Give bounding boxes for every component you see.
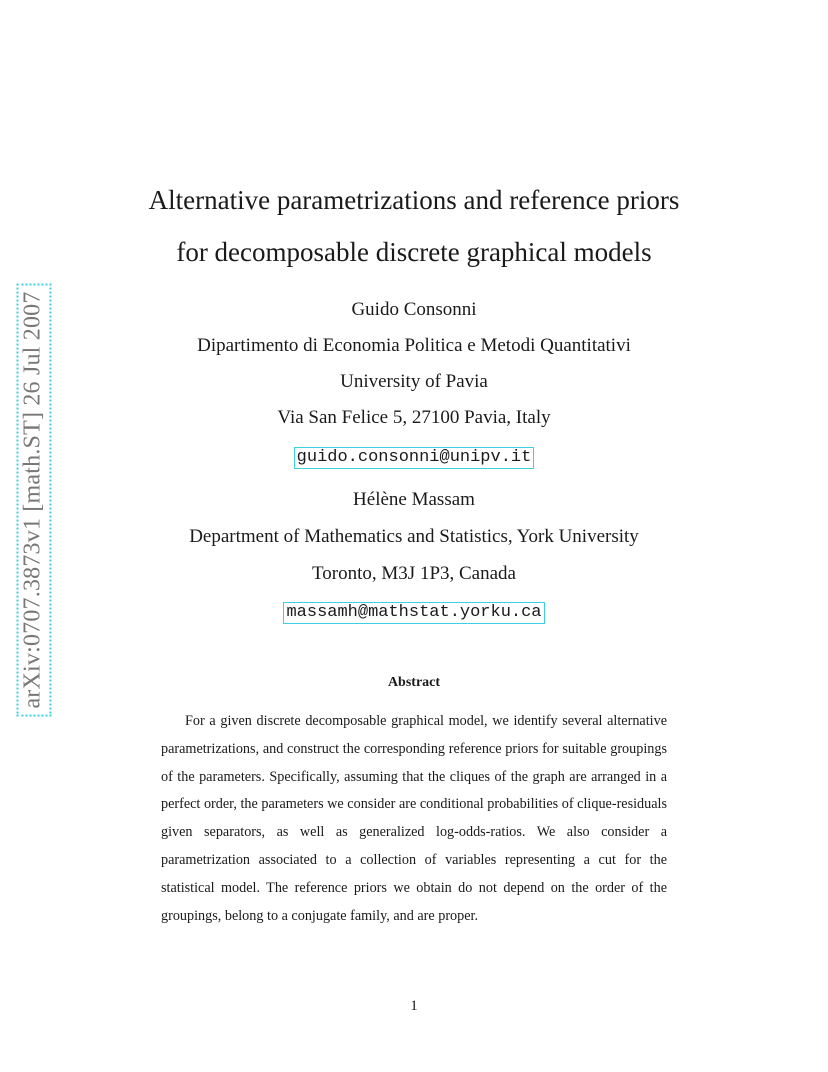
author-2-email-line [100,599,728,624]
author-1-affiliation-dept: Dipartimento di Economia Politica e Metodi Quantitativi [197,335,631,356]
paper-title [100,174,728,278]
author-1-email-link[interactable]: guido.consonni@unipv.it [294,447,535,469]
author-1-email-line [100,444,728,469]
author-name-2: Hélène Massam [353,489,475,510]
arxiv-stamp[interactable]: arXiv:0707.3873v1 [math.ST] 26 Jul 2007 [17,283,52,716]
author-2-affiliation-dept: Department of Mathematics and Statistics, York University [189,526,639,547]
author-1-affiliation-university: University of Pavia [340,371,488,392]
author-name-1: Guido Consonni [351,299,477,320]
author-1-affiliation-address: Via San Felice 5, 27100 Pavia, Italy [277,407,551,428]
author-2-email-link[interactable]: massamh@mathstat.yorku.ca [283,602,544,624]
page-number: 1 [410,998,418,1014]
title-line-2: for decomposable discrete graphical models [176,237,652,267]
abstract-heading: Abstract [387,675,441,690]
title-line-1: Alternative parametrizations and reference priors [148,185,680,215]
abstract-body: For a given discrete decomposable graphical model, we identify several alternative parametrizations, and construct the corresponding reference priors for suitable groupings of the parameters. Specifically, assuming that the cliques of the graph are arranged in a perfect order, the parameters we consider are conditional probabilities of clique-residuals given separators, as well as generalized log-odds-ratios. We also consider a parametrization associated to a collection of variables representing a cut for the statistical model. The reference priors we obtain do not depend on the order of the groupings, belong to a conjugate family, and are proper. [161,713,667,924]
author-2-affiliation-address: Toronto, M3J 1P3, Canada [312,563,516,584]
